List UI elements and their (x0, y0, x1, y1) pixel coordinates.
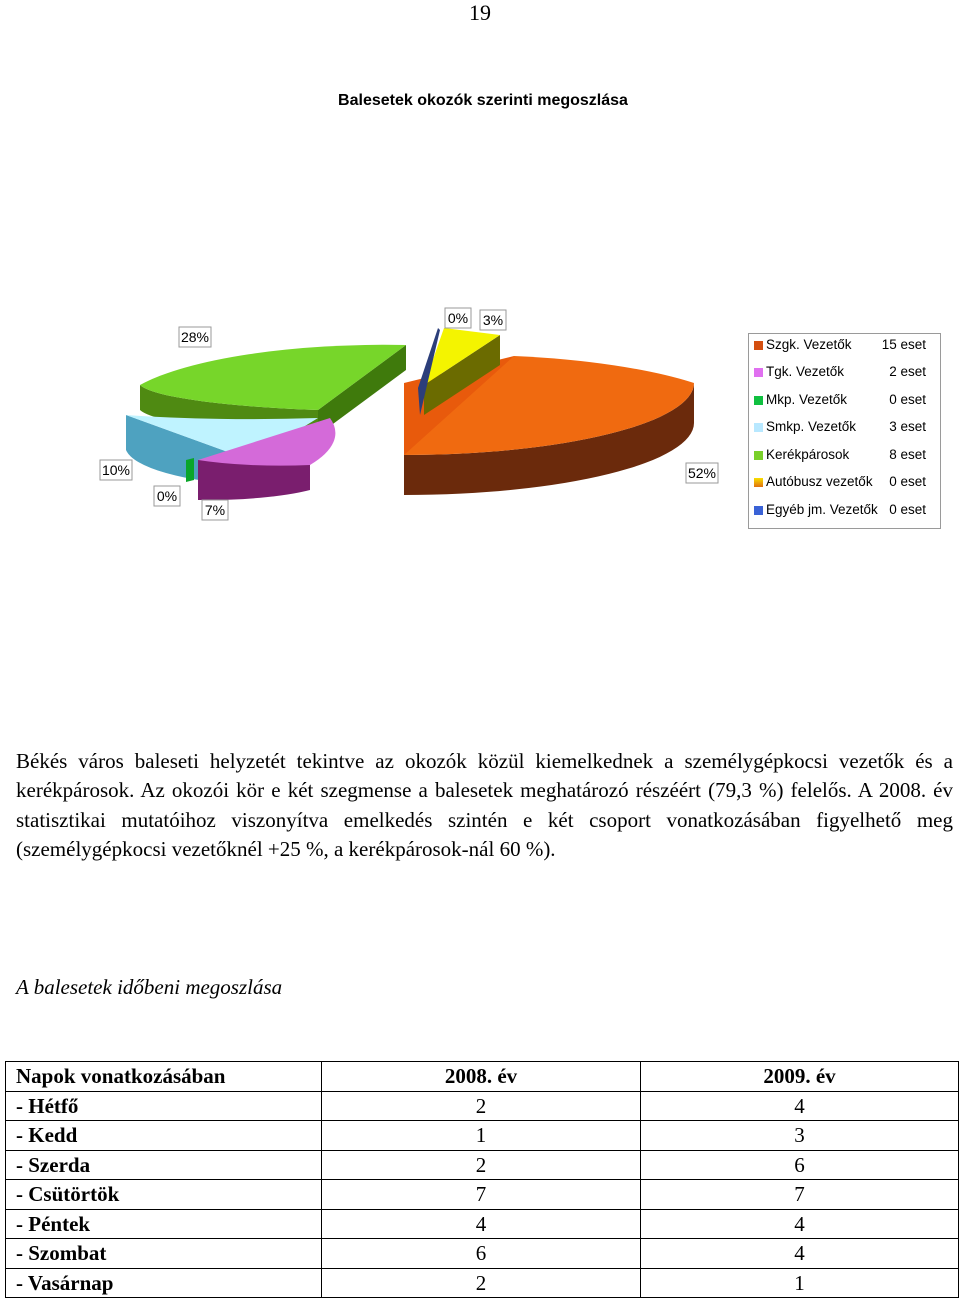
table-cell-2008: 2 (322, 1091, 641, 1121)
legend-label: Tgk. Vezetők (766, 364, 845, 379)
table-cell-2009: 7 (641, 1180, 959, 1210)
legend-swatch (754, 396, 763, 405)
legend-item-szgk (749, 335, 940, 355)
legend-label: Kerékpárosok (766, 447, 850, 462)
table-cell-2009: 4 (641, 1239, 959, 1269)
legend-label: Smkp. Vezetők (766, 419, 857, 434)
legend-label: Szgk. Vezetők (766, 337, 852, 352)
table-cell-2008: 6 (322, 1239, 641, 1269)
table-cell-day: - Vasárnap (6, 1268, 322, 1298)
legend-item-smkp (749, 417, 940, 437)
table-cell-2009: 4 (641, 1091, 959, 1121)
legend-swatch (754, 341, 763, 350)
table-header-cell: 2009. év (641, 1062, 959, 1092)
pct-label-smkp: 10% (101, 462, 131, 478)
pct-label-mkp: 0% (156, 488, 178, 504)
table-row (6, 1209, 959, 1239)
table-header-cell: 2008. év (322, 1062, 641, 1092)
table-cell-day: - Kedd (6, 1121, 322, 1151)
table-header-row (6, 1062, 959, 1092)
legend-item-autobusz (749, 472, 940, 492)
pie-slice-mkp (186, 458, 194, 482)
table-cell-day: - Csütörtök (6, 1180, 322, 1210)
chart-title: Balesetek okozók szerinti megoszlása (338, 92, 628, 109)
table-cell-day: - Szombat (6, 1239, 322, 1269)
table-row (6, 1180, 959, 1210)
pct-label-egyeb: 3% (482, 312, 504, 328)
legend-label: Egyéb jm. Vezetők (766, 502, 878, 517)
pct-label-tgk: 7% (204, 502, 226, 518)
table-row (6, 1150, 959, 1180)
days-table (5, 1061, 959, 1298)
table-cell-day: - Szerda (6, 1150, 322, 1180)
legend-swatch (754, 451, 763, 460)
pct-label-szgk: 52% (687, 465, 717, 481)
legend-label: Autóbusz vezetők (766, 474, 873, 489)
legend-swatch (754, 478, 763, 487)
pie-chart (0, 290, 740, 540)
legend-item-mkp (749, 390, 940, 410)
section-title: A balesetek időbeni megoszlása (16, 975, 283, 999)
table-cell-2009: 3 (641, 1121, 959, 1151)
table-cell-2008: 4 (322, 1209, 641, 1239)
legend-swatch (754, 368, 763, 377)
legend-value: 2 eset (889, 364, 926, 379)
legend-value: 3 eset (889, 419, 926, 434)
table-row (6, 1239, 959, 1269)
chart-legend (748, 333, 941, 529)
legend-value: 15 eset (881, 337, 926, 352)
table-row (6, 1121, 959, 1151)
table-cell-2009: 1 (641, 1268, 959, 1298)
legend-label: Mkp. Vezetők (766, 392, 848, 407)
table-row (6, 1091, 959, 1121)
table-row (6, 1268, 959, 1298)
legend-value: 0 eset (889, 502, 926, 517)
table-cell-2008: 1 (322, 1121, 641, 1151)
legend-item-egyeb (749, 500, 940, 520)
table-cell-day: - Hétfő (6, 1091, 322, 1121)
legend-swatch (754, 506, 763, 515)
legend-item-kerekparos (749, 445, 940, 465)
pct-label-kerekparos: 28% (180, 329, 210, 345)
legend-value: 8 eset (889, 447, 926, 462)
legend-swatch (754, 423, 763, 432)
table-cell-2009: 4 (641, 1209, 959, 1239)
page-number: 19 (469, 0, 491, 25)
pct-label-autobusz: 0% (447, 310, 469, 326)
table-cell-2008: 7 (322, 1180, 641, 1210)
table-cell-2009: 6 (641, 1150, 959, 1180)
legend-item-tgk (749, 362, 940, 382)
pie-side-tgk (198, 460, 310, 500)
body-paragraph: Békés város baleseti helyzetét tekintve az okozók közül kiemelkednek a személygépkocsi vezetők és a kerékpárosok. Az okozói kör e két szegmense a balesetek meghatározó részéért (79,3 %) felelős. A 2008. év statisztikai mutatóihoz viszonyítva emelkedés szintén e két csoport vonatkozásában figyelhető meg (személygépkocsi vezetőknél +25 %, a kerékpárosok-nál 60 %). (16, 749, 953, 862)
legend-value: 0 eset (889, 392, 926, 407)
table-cell-2008: 2 (322, 1268, 641, 1298)
legend-value: 0 eset (889, 474, 926, 489)
table-cell-day: - Péntek (6, 1209, 322, 1239)
table-cell-2008: 2 (322, 1150, 641, 1180)
table-header-cell: Napok vonatkozásában (6, 1062, 322, 1092)
